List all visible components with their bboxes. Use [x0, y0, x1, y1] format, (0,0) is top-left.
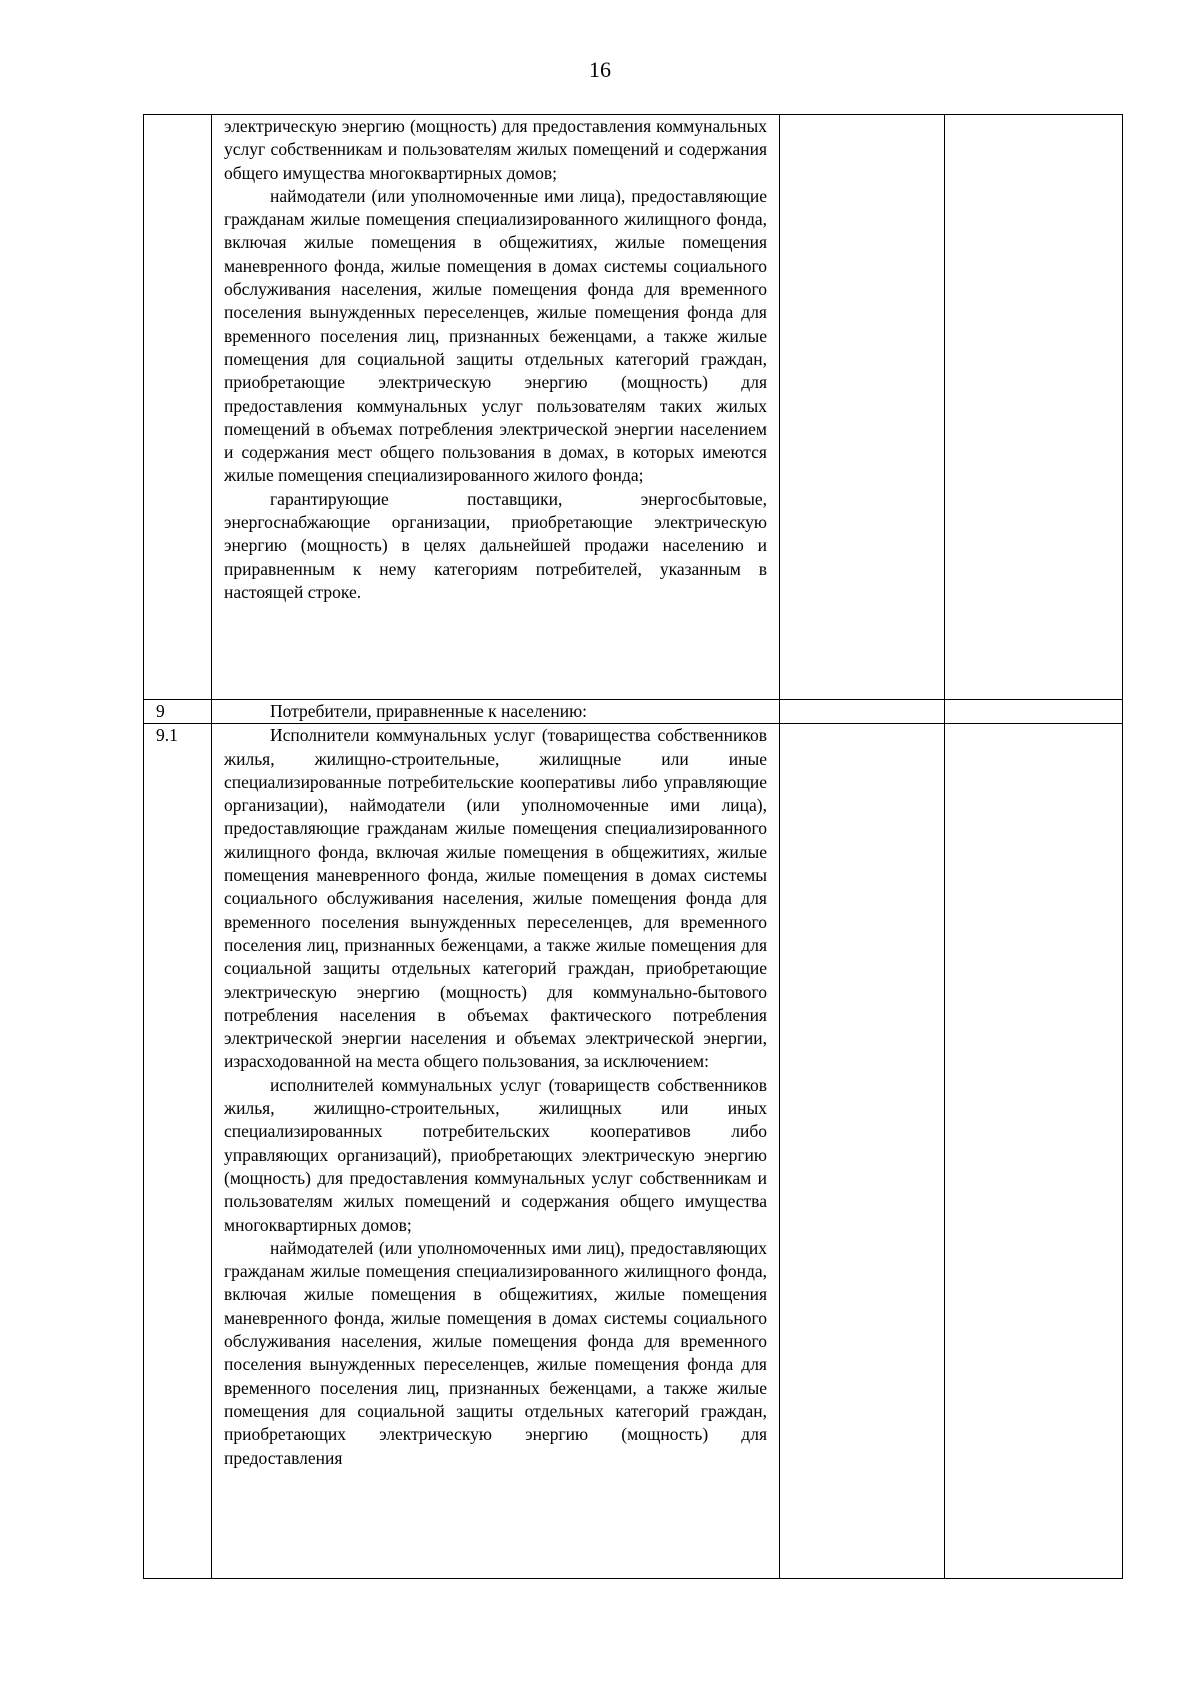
row-number-cell: 9.1	[144, 724, 212, 1579]
paragraph: Исполнители коммунальных услуг (товарищества собственников жилья, жилищно-строительные, жилищные или иные специализированные потребительские кооперативы либо управляющие организации), наймодатели (или уполномоченные ими лица), предоставляющие гражданам жилые помещения специализированного жилищного фонда, включая жилые помещения в общежитиях, жилые помещения маневренного фонда, жилые помещения в домах системы социального обслуживания населения, жилые помещения фонда для временного поселения вынужденных переселенцев, для временного поселения лиц, признанных беженцами, а также жилые помещения для социальной защиты отдельных категорий граждан, приобретающие электрическую энергию (мощность) для коммунально-бытового потребления населения в объемах фактического потребления электрической энергии населения и объемах электрической энергии, израсходованной на места общего пользования, за исключением:	[224, 725, 767, 1072]
row-text-cell	[212, 700, 780, 724]
empty-value-cell	[945, 700, 1123, 724]
row-number-cell	[144, 115, 212, 700]
paragraph: электрическую энергию (мощность) для предоставления коммунальных услуг собственникам и пользователям жилых помещений и содержания общего имущества многоквартирных домов;	[224, 116, 767, 183]
row-text-cell	[212, 115, 780, 700]
empty-value-cell	[780, 724, 945, 1579]
table-row	[144, 700, 1123, 724]
paragraph: Потребители, приравненные к населению:	[270, 701, 588, 721]
row-number-cell: 9	[144, 700, 212, 724]
empty-value-cell	[945, 724, 1123, 1579]
paragraph: исполнителей коммунальных услуг (товариществ собственников жилья, жилищно-строительных, жилищных или иных специализированных потребительских кооперативов либо управляющих организаций), приобретающих электрическую энергию (мощность) для предоставления коммунальных услуг собственникам и пользователям жилых помещений и содержания общего имущества многоквартирных домов;	[224, 1074, 767, 1235]
table-row	[144, 115, 1123, 700]
row-text-cell	[212, 724, 780, 1579]
empty-value-cell	[780, 700, 945, 724]
empty-value-cell	[780, 115, 945, 700]
paragraph: наймодателей (или уполномоченных ими лиц), предоставляющих гражданам жилые помещения специализированного жилищного фонда, включая жилые помещения в общежитиях, жилые помещения маневренного фонда, жилые помещения в домах системы социального обслуживания населения, жилые помещения фонда для временного поселения вынужденных переселенцев, жилые помещения фонда для временного поселения лиц, признанных беженцами, а также жилые помещения для социальной защиты отдельных категорий граждан, приобретающих электрическую энергию (мощность) для предоставления	[224, 1237, 767, 1468]
tariff-table	[143, 114, 1123, 1579]
empty-value-cell	[945, 115, 1123, 700]
page-number: 16	[589, 57, 611, 82]
paragraph: наймодатели (или уполномоченные ими лица), предоставляющие гражданам жилые помещения специализированного жилищного фонда, включая жилые помещения в общежитиях, жилые помещения маневренного фонда, жилые помещения в домах системы социального обслуживания населения, жилые помещения фонда для временного поселения вынужденных переселенцев, жилые помещения фонда для временного поселения лиц, признанных беженцами, а также жилые помещения для социальной защиты отдельных категорий граждан, приобретающие электрическую энергию (мощность) для предоставления коммунальных услуг пользователям таких жилых помещений в объемах потребления электрической энергии населением и содержания мест общего пользования в домах, в которых имеются жилые помещения специализированного жилого фонда;	[224, 185, 767, 486]
paragraph: гарантирующие поставщики, энергосбытовые, энергоснабжающие организации, приобретающие электрическую энергию (мощность) в целях дальнейшей продажи населению и приравненным к нему категориям потребителей, указанным в настоящей строке.	[224, 488, 767, 602]
table-row	[144, 724, 1123, 1579]
